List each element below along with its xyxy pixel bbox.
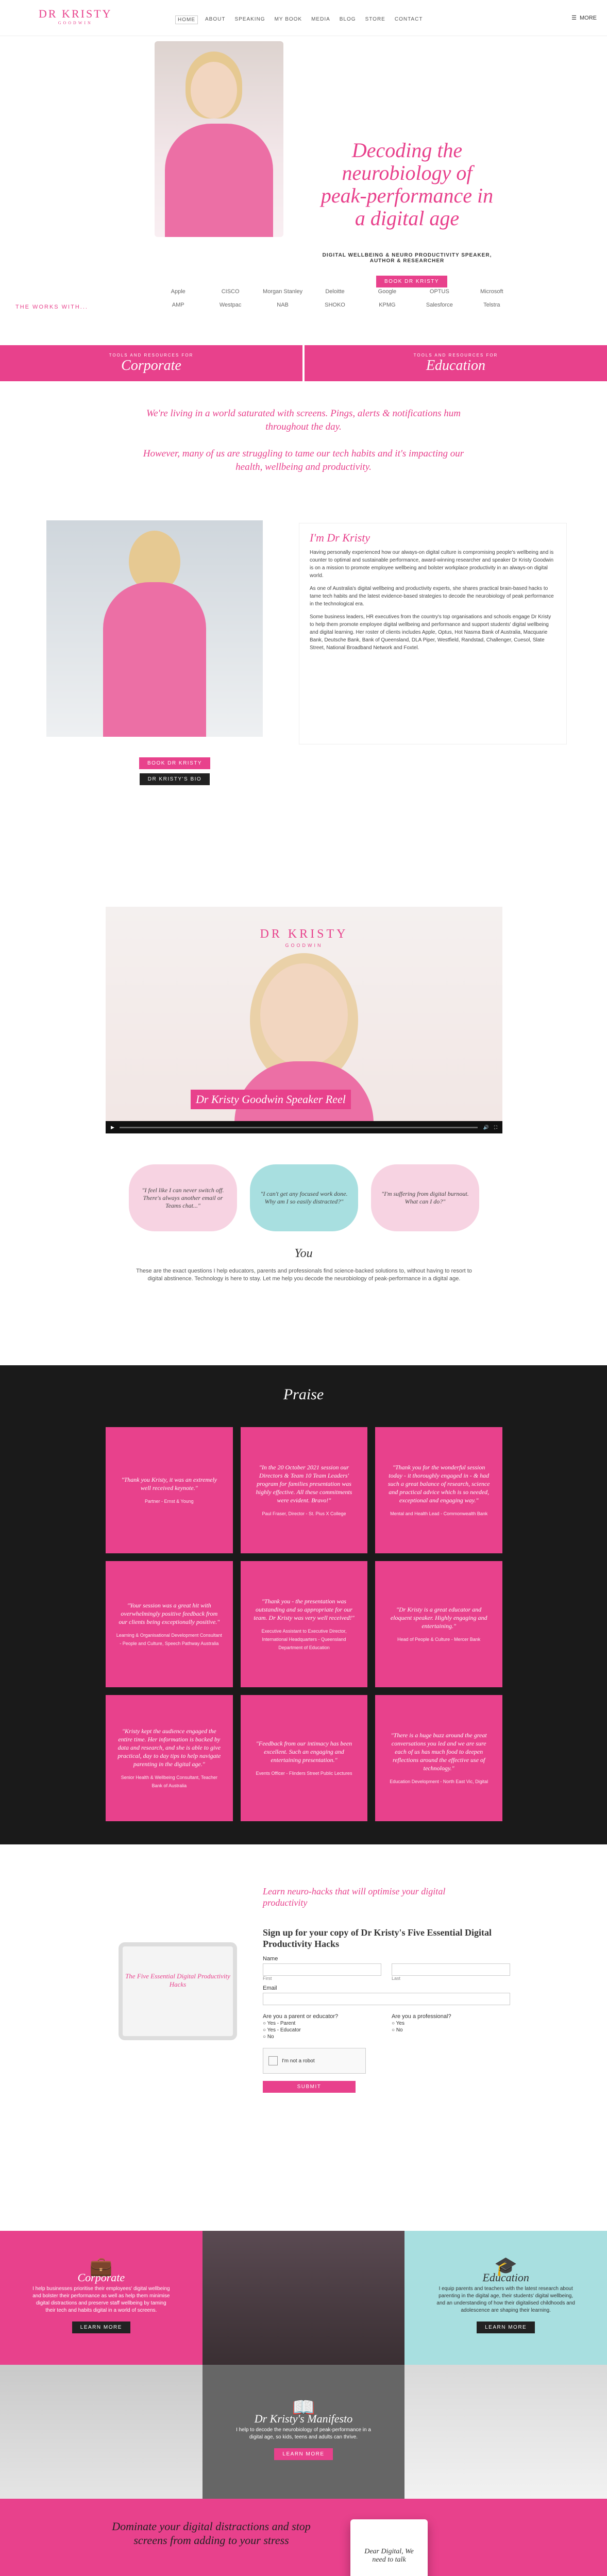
testimonial-card: "Thank you for the wonderful session today - it thoroughly engaged in - & had such a great balance of research, science and practical advice which is so needed, exceptional and engaging way." Mental and Health Lead - Commonwealth Bank [375,1427,502,1553]
client-logo: OPTUS [429,289,449,295]
hero-subtitle: DIGITAL WELLBEING & NEURO PRODUCTIVITY SPEAKER, AUTHOR & RESEARCHER [322,252,492,264]
tablet-image: The Five Essential Digital Productivity Hacks [119,1942,237,2040]
hero-section [0,36,607,284]
about-title: I'm Dr Kristy [310,531,370,544]
client-logo: Morgan Stanley [263,289,303,295]
testimonial-card: "Kristy kept the audience engaged the entire time. Her information is backed by data and research, and she is able to give practical, day to day tips to help navigate parenting in the digital age." Senior Health & Wellbeing Consultant, Teacher Bank of Australia [106,1695,233,1821]
client-logo: NAB [277,302,289,308]
professional-yes-option[interactable]: ○ Yes [392,2021,404,2026]
testimonial-card: "Your session was a great hit with overwhelmingly positive feedback from our clients being exceptionally positive." Learning & Organisational Development Consultant - People and Culture, Speech Pathway Australia [106,1561,233,1687]
you-heading: You [294,1247,313,1260]
client-logo: Apple [171,289,186,295]
first-name-input[interactable] [263,1963,381,1976]
question-bubbles [129,1164,479,1231]
book-section [0,2499,607,2576]
site-header [0,0,607,36]
captcha[interactable]: I'm not a robot [263,2048,366,2074]
you-paragraph: These are the exact questions I help educators, parents and professionals find science-backed solutions to, without having to resort to digital abstinence. Technology is here to stay. Let me help you decode the neurobiology of peak-performance in a digital age. [136,1268,472,1282]
hamburger-icon: ☰ [571,15,577,21]
student-photo-tile [404,2365,607,2499]
testimonial-card: "Feedback from our intimacy has been excellent. Such an engaging and entertaining presentation." Events Officer - Flinders Street Public Lectures [241,1695,368,1821]
client-logo: KPMG [379,302,396,308]
testimonial-card: "There is a huge buzz around the great conversations you led and we are sure each of us has much food to deepen reflections around the effective use of technology." Education Development - North East Vic, Digital [375,1695,502,1821]
briefcase-icon: 💼 [89,2255,113,2277]
book-cover[interactable]: Dear Digital, We need to talk [350,2519,428,2576]
education-learn-more[interactable]: LEARN MORE [477,2321,535,2333]
client-logo: Salesforce [426,302,453,308]
about-portrait [46,520,263,737]
nav-media[interactable]: MEDIA [311,16,330,22]
education-link[interactable]: TOOLS AND RESOURCES FOR Education [302,345,607,381]
signup-section [0,1870,607,2231]
nav-blog[interactable]: BLOG [339,16,356,22]
main-nav [175,15,425,24]
form-heading: Sign up for your copy of Dr Kristy's Five Essential Digital Productivity Hacks [263,1927,492,1949]
signup-teaser: Learn neuro-hacks that will optimise your digital productivity [263,1886,446,1908]
client-logo: Telstra [483,302,500,308]
works-with-label: THE WORKS WITH... [15,304,88,310]
client-logo: Westpac [219,302,242,308]
testimonial-card: "In the 20 October 2021 session our Directors & Team 10 Team Leaders' program for families presentation was highly effective. All these commitments were evident. Bravo!" Paul Fraser, Director - St. Pius X College [241,1427,368,1553]
client-logo: CISCO [221,289,240,295]
praise-section [0,1365,607,1844]
signup-form: Sign up for your copy of Dr Kristy's Five Essential Digital Productivity Hacks Name First Last Email Are you a parent or educator? ○ Yes - Parent ○ Yes - Educator ○ No Are you a professional? ○ Yes ○ No I'm not a robot SUBMIT [263,1927,510,2093]
praise-title: Praise [283,1386,324,1403]
about-section [0,495,607,783]
client-logo: Deloitte [325,289,345,295]
question-bubble: "I feel like I can never switch off. There's always another email or Teams chat..." [129,1164,237,1231]
professional-no-option[interactable]: ○ No [392,2027,403,2033]
testimonial-card: "Dr Kristy is a great educator and eloquent speaker. Highly engaging and entertaining." Head of People & Culture - Mercer Bank [375,1561,502,1687]
corporate-learn-more[interactable]: LEARN MORE [72,2321,130,2333]
intro-text: We're living in a world saturated with screens. Pings, alerts & notifications hum throughout the day. However, many of us are struggling to tame our tech habits and it's impacting our health, wellbeing and productivity. [143,408,464,472]
hero-title: Decoding the neurobiology of peak-performance in a digital age [321,139,494,230]
nav-my-book[interactable]: MY BOOK [274,16,302,22]
no-option[interactable]: ○ No [263,2034,274,2040]
corporate-tile: 💼 Corporate I help businesses prioritise their employees' digital wellbeing and bolster their performance as well as help them minimise digital distractions and preserve staff wellbeing by taming their tech and habits digital in a world of screens. LEARN MORE [0,2231,203,2365]
video-player[interactable]: DR KRISTY GOODWIN Dr Kristy Goodwin Speaker Reel ▶ 🔊 ⛶ [106,907,502,1133]
video-caption: Dr Kristy Goodwin Speaker Reel [191,1090,351,1109]
nav-store[interactable]: STORE [365,16,385,22]
book-dr-kristy-button[interactable]: BOOK DR KRISTY [376,276,447,287]
nav-contact[interactable]: CONTACT [394,16,423,22]
educator-option[interactable]: ○ Yes - Educator [263,2027,301,2033]
testimonial-card: "Thank you - the presentation was outstanding and so appropriate for our team. Dr Kristy was very well received!" Executive Assistant to Executive Director, International Headquarters - Queensland Department of Education [241,1561,368,1687]
nav-about[interactable]: ABOUT [205,16,226,22]
more-menu[interactable]: ☰ MORE [571,14,597,21]
question-bubble: "I can't get any focused work done. Why am I so easily distracted?" [250,1164,358,1231]
testimonial-card: "Thank you Kristy, it was an extremely well received keynote." Partner - Ernst & Young [106,1427,233,1553]
book-tagline: Dominate your digital distractions and stop screens from adding to your stress [112,2520,311,2547]
volume-icon[interactable]: 🔊 [483,1124,489,1130]
workplace-photo-tile [0,2365,203,2499]
fullscreen-icon[interactable]: ⛶ [494,1124,497,1130]
client-logo: Microsoft [480,289,503,295]
client-logo: SHOKO [325,302,345,308]
book-icon: 📖 [292,2396,315,2418]
parent-option[interactable]: ○ Yes - Parent [263,2021,296,2026]
submit-button[interactable]: SUBMIT [263,2081,356,2093]
client-logos [0,278,607,340]
video-progress[interactable] [120,1127,478,1128]
last-name-input[interactable] [392,1963,510,1976]
book-dr-kristy-button[interactable]: BOOK DR KRISTY [139,757,210,769]
hero-portrait [155,41,283,237]
question-bubble: "I'm suffering from digital burnout. What can I do?" [371,1164,479,1231]
corporate-education-bar [0,345,607,381]
video-controls [106,1121,502,1133]
client-logo: Google [378,289,397,295]
education-tile: 🎓 Education I equip parents and teachers with the latest research about parenting in the digital age, their students' digital wellbeing, and an understanding of how their digitalised childhoods and adolescence are shaping their learning. LEARN MORE [404,2231,607,2365]
play-icon[interactable]: ▶ [111,1124,114,1130]
email-input[interactable] [263,1993,510,2005]
corporate-link[interactable]: TOOLS AND RESOURCES FOR Corporate [0,345,302,381]
manifesto-learn-more[interactable]: LEARN MORE [274,2448,332,2460]
speaker-photo-tile [203,2231,405,2365]
nav-speaking[interactable]: SPEAKING [234,16,265,22]
graduation-cap-icon: 🎓 [494,2255,518,2277]
site-logo[interactable]: DR KRISTY GOODWIN [39,7,112,25]
manifesto-tile: 📖 Dr Kristy's Manifesto I help to decode the neurobiology of peak-performance in a digital age, so kids, teens and adults can thrive. LEARN MORE [203,2365,405,2499]
client-logo: AMP [172,302,184,308]
about-box: I'm Dr Kristy Having personally experienced how our always-on digital culture is compromising people's wellbeing and is counter to optimal and sustainable performance, award-winning researcher and speaker Dr Kristy Goodwin is on a mission to promote employee wellbeing and bolster workplace productivity in an always-on digital world. As one of Australia's digital wellbeing and productivity experts, she shares practical brain-based hacks to tame tech habits and the latest evidence-based strategies to decode the neurobiology of peak performance in the technological era. Some business leaders, HR executives from the country's top organisations and schools engage Dr Kristy to help them promote employee digital wellbeing and performance and support students' digital wellbeing and digital learning. Her roster of clients includes Apple, Optus, Hot Nasma Bank of Australia, Macquarie Bank, Deutsche Bank, Bank of Queensland, DLA Piper, Westfield, Randstad, Challenger, Cuesol, Slate Street, National Broadband Network and Foxtel. [299,523,567,744]
bio-button[interactable]: DR KRISTY'S BIO [140,773,210,785]
feature-tiles [0,2231,607,2499]
nav-home[interactable]: HOME [175,15,198,24]
